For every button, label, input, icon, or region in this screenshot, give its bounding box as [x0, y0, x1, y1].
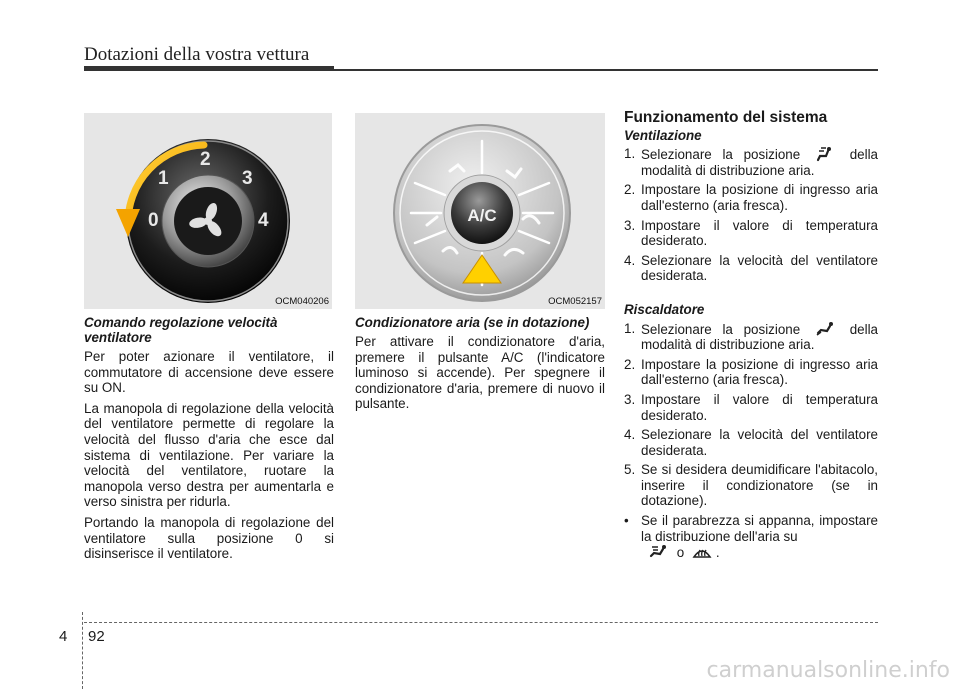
subsection-title: Ventilazione: [624, 127, 702, 143]
heater-steps: [624, 321, 878, 510]
list-item: 1. Selezionare la posizione della modalità di distribuzione aria.: [624, 320, 878, 353]
list-item: 4. Selezionare la velocità del ventilatore desiderata.: [624, 252, 878, 284]
air-conditioner-section: [355, 315, 605, 417]
chapter-header-title: Dotazioni della vostra vettura: [84, 44, 310, 65]
section-heading: Funzionamento del sistema: [624, 109, 828, 126]
dial-number-1: 1: [158, 168, 169, 189]
list-item: 2. Impostare la posizione di ingresso aria dall'esterno (aria fresca).: [624, 182, 878, 213]
fan-speed-knob-illustration: [84, 113, 332, 309]
dial-number-4: 4: [258, 210, 269, 231]
page-number: 92: [88, 628, 105, 645]
dial-number-0: 0: [148, 210, 159, 231]
floor-defrost-vent-icon: [649, 544, 669, 560]
list-item: 2. Impostare la posizione di ingresso aria dall'esterno (aria fresca).: [624, 356, 878, 388]
section-caption: Condizionatore aria (se in dotazione): [355, 315, 590, 330]
windshield-bullets: [624, 513, 878, 561]
footer-rule: [84, 622, 878, 624]
chapter-number: 4: [59, 628, 68, 645]
system-operation-section: [624, 110, 878, 565]
watermark: carmanualsonline.info: [706, 658, 950, 683]
figure-code: OCM040206: [275, 296, 329, 307]
list-item: 4. Selezionare la velocità del ventilatore desiderata.: [624, 427, 878, 458]
defrost-icon: [692, 544, 712, 560]
fan-speed-knob-figure: [84, 113, 332, 309]
ac-button-label: A/C: [467, 206, 497, 225]
floor-vent-icon: [815, 321, 835, 337]
ac-control-illustration: [355, 113, 605, 309]
list-item: 3. Impostare il valore di temperatura desiderato.: [624, 217, 878, 249]
list-item: • Se il parabrezza si appanna, impostare la distribuzione dell'aria su o .: [624, 513, 878, 561]
ac-button-figure: [355, 113, 605, 309]
header-rule: [84, 69, 878, 71]
ventilation-steps: [624, 146, 878, 284]
dial-number-2: 2: [200, 149, 211, 170]
footer-divider: [82, 612, 83, 689]
list-item: 1. Selezionare la posizione della modalità di distribuzione aria.: [624, 146, 878, 178]
fan-speed-section: [84, 315, 334, 567]
paragraph: Portando la manopola di regolazione del ventilatore sulla posizione 0 si disinserisce il ventilatore.: [84, 514, 334, 562]
paragraph: Per poter azionare il ventilatore, il commutatore di accensione deve essere su ON.: [84, 349, 334, 396]
face-vent-icon: [815, 146, 835, 162]
list-item: 5. Se si desidera deumidificare l'abitacolo, inserire il condizionatore (se in dotazione).: [624, 462, 878, 509]
subsection-title: Riscaldatore: [624, 301, 705, 317]
figure-code: OCM052157: [548, 296, 602, 307]
list-item: 3. Impostare il valore di temperatura desiderato.: [624, 391, 878, 423]
section-caption: Comando regolazione velocità ventilatore: [84, 315, 278, 345]
paragraph: Per attivare il condizionatore d'aria, premere il pulsante A/C (l'indicatore luminoso si accende). Per spegnere il condizionatore d'aria, premere di nuovo il pulsante.: [355, 334, 605, 412]
dial-number-3: 3: [242, 168, 253, 189]
paragraph: La manopola di regolazione della velocità del ventilatore permette di regolare la velocità del flusso d'aria che esce dal sistema di ventilazione. Per variare la velocità del ventilatore, ruotare la manopola verso destra per aumentarla e verso sinistra per ridurla.: [84, 400, 334, 510]
